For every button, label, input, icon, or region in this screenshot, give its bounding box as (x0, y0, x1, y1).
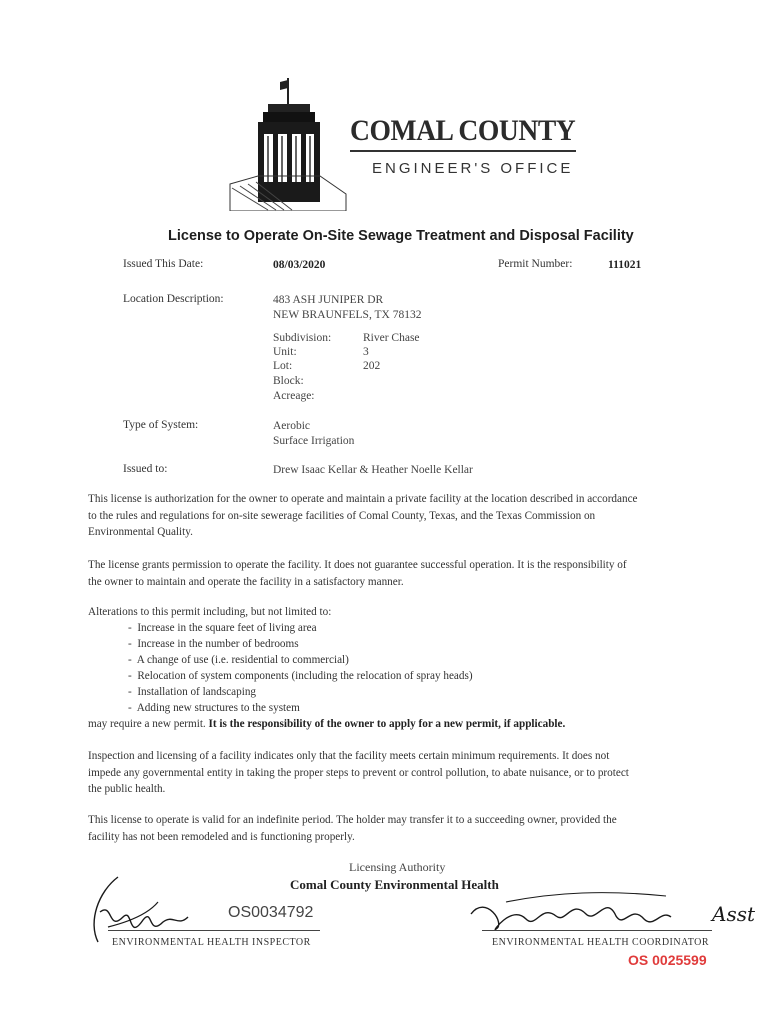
coordinator-signature-suffix: Asst (712, 902, 756, 926)
licensing-authority-label: Licensing Authority (349, 860, 446, 874)
subdivision-label: Subdivision: (273, 332, 332, 344)
list-item: - Increase in the square feet of living area (128, 622, 317, 634)
logo-subtitle: ENGINEER'S OFFICE (372, 160, 574, 177)
permit-number-value: 111021 (608, 259, 642, 271)
inspection-paragraph: Inspection and licensing of a facility indicates only that the facility meets certain minimum requirements. It does not impede any governmental entity in taking the proper steps to prevent or control pollution, to abate nuisance, or to protect the public health. (88, 750, 629, 795)
issued-date-value: 08/03/2020 (273, 259, 326, 271)
system-type-line-1: Aerobic (273, 420, 311, 432)
coordinator-caption: ENVIRONMENTAL HEALTH COORDINATOR (492, 937, 710, 948)
issued-date-label: Issued This Date: (123, 258, 204, 270)
permission-paragraph: The license grants permission to operate the facility. It does not guarantee successful operation. It is the responsibility of the owner to maintain and operate the facility in a satisfactory manner. (88, 559, 627, 588)
licensing-authority-name: Comal County Environmental Health (290, 877, 499, 892)
unit-label: Unit: (273, 346, 297, 358)
new-permit-notice (88, 716, 688, 733)
list-item: - A change of use (i.e. residential to commercial) (128, 654, 349, 666)
logo-divider (350, 150, 576, 152)
authorization-paragraph: This license is authorization for the owner to operate and maintain a private facility at the location described in accordance to the rules and regulations for on-site sewerage facilities of Comal County, Texas, and the Texas Commission on Environmental Quality. (88, 493, 638, 538)
inspector-license-number: OS0034792 (228, 904, 314, 921)
list-item: - Relocation of system components (including the relocation of spray heads) (128, 670, 473, 682)
location-label: Location Description: (123, 293, 224, 305)
address-line-1: 483 ASH JUNIPER DR (273, 294, 384, 306)
issued-to-value: Drew Isaac Kellar & Heather Noelle Kellar (273, 464, 473, 476)
permit-number-label: Permit Number: (498, 258, 573, 270)
courthouse-tower-icon (228, 76, 348, 211)
system-type-line-2: Surface Irrigation (273, 435, 355, 447)
coordinator-signature-line (482, 930, 712, 931)
acreage-label: Acreage: (273, 390, 315, 402)
validity-paragraph: This license to operate is valid for an indefinite period. The holder may transfer it to a succeeding owner, provided the facility has not been remodeled and is functioning properly. (88, 814, 617, 843)
inspector-caption: ENVIRONMENTAL HEALTH INSPECTOR (112, 937, 311, 948)
lot-label: Lot: (273, 360, 293, 372)
new-permit-bold: It is the responsibility of the owner to apply for a new permit, if applicable. (208, 718, 566, 730)
issued-to-label: Issued to: (123, 463, 168, 475)
inspector-signature-line (108, 930, 320, 931)
list-item: - Adding new structures to the system (128, 702, 300, 714)
list-item: - Increase in the number of bedrooms (128, 638, 299, 650)
alterations-list (128, 620, 473, 716)
list-item: - Installation of landscaping (128, 686, 257, 698)
system-type-label: Type of System: (123, 419, 199, 431)
unit-value: 3 (363, 346, 369, 358)
document-title: License to Operate On-Site Sewage Treatment and Disposal Facility (168, 228, 634, 244)
coordinator-signature (466, 884, 706, 940)
new-permit-text: may require a new permit. (88, 718, 206, 730)
subdivision-value: River Chase (363, 332, 420, 344)
alterations-intro: Alterations to this permit including, but not limited to: (88, 606, 332, 618)
coordinator-license-number: OS 0025599 (628, 952, 707, 968)
logo-title: COMAL COUNTY (350, 114, 576, 147)
address-line-2: NEW BRAUNFELS, TX 78132 (273, 309, 422, 321)
block-label: Block: (273, 375, 304, 387)
lot-value: 202 (363, 360, 381, 372)
county-logo (228, 76, 348, 211)
